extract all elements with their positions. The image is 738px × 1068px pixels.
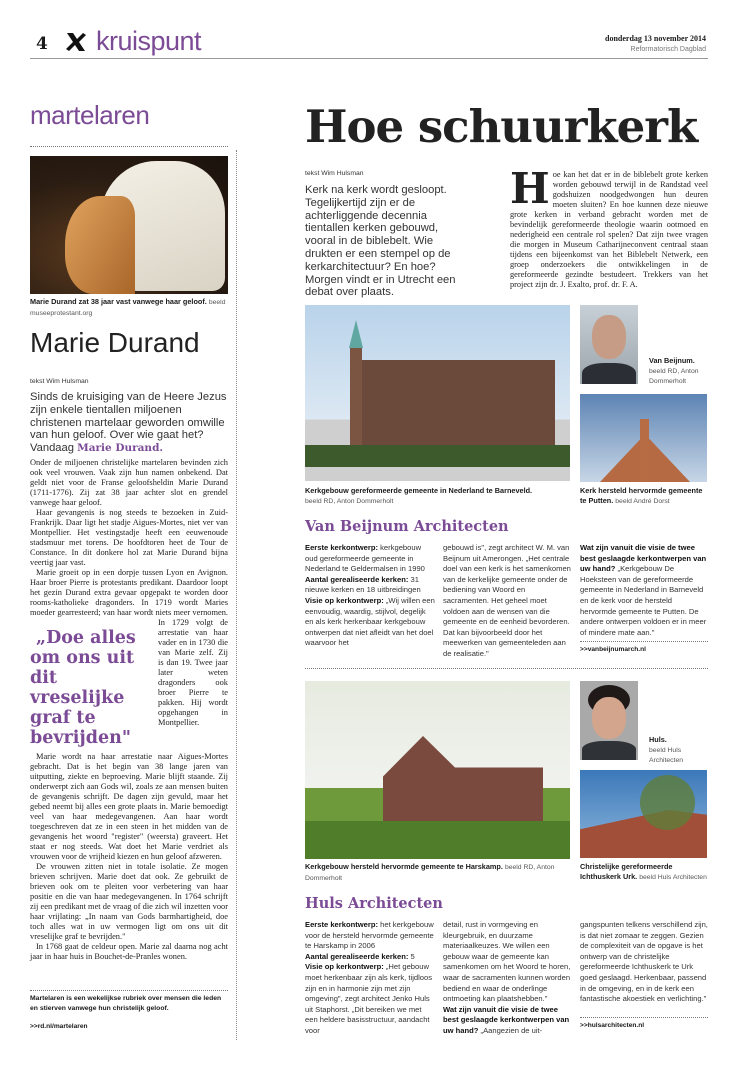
huls-col-2: detail, rust in vormgeving en kleurgebruik, en duurzame materiaalkeuzes. We willen een gebouw waar de gemeente kan samenkomen om het Woord te horen, waar de sacramenten kunnen worden bediend en waar de onderlinge ontmoeting kan plaatshebben." Wat zijn vanuit die visie de twee best geslaagde kerkontwerpen van uw hand? „Aangezien de uit- [443,920,571,1035]
huls-link-divider [580,1017,708,1018]
photo-huls [580,681,638,760]
section-divider [305,668,708,669]
article-lead: Hoe kan het dat er in de biblebelt grote kerken worden gebouwd terwijl in de Randstad veel godshuizen noodgedwongen hun deuren moeten sluiten? En hoe kunnen deze nieuwe grote kerken in verband gebracht worden met de bevindelijk gereformeerde theologie waarin ootmoed en nederigheid een centrale rol spelen? Dat zijn twee vragen die morgen in Museum Catharijneconvent centraal staan tijdens een bijeenkomst van het Biblebelt Netwerk, een groep onderzoekers die ontwikkelingen in de gereformeerde gezindte bestudeert. Trekkers van het project zijn dr. J. Exalto, prof. dr. F. A. [510,164,708,289]
drop-cap: H [510,164,550,213]
photo-van-beijnum [580,305,638,384]
page-number: 4 [36,34,48,54]
article-body: Onder de miljoenen christelijke martelaren bevinden zich ook veel vrouwen. Vaak zijn hun namen onbekend. Dat geldt niet voor de Franse geloofsheldin Marie Durand (1711-1776). Zij zat 38 jaar achter slot en grendel vanwege haar geloof. Haar gevangenis is nog steeds te bezoeken in Zuid-Frankrijk. Daar ligt het stadje Aigues-Mortes, niet ver van Montpellier. Het vestingstadje heeft een eeuwenoude stadsmuur met torens. De hoofdtoren heet de Tour de Constance. In dit donkere hol zat Marie Durand bijna veertig jaar vast. Marie groeit op in een dorpje tussen Lyon en Avignon. Haar broer Pierre is protestants predikant. Daardoor loopt het gezin Durand extra gevaar opgepakt te worden door rooms-katholieke dragonders. In 1719 wordt Maries moeder gearresteerd; van haar „Doe alles om ons uit dit vreselijke graf te bevrijden" wordt niets meer vernomen. In 1729 volgt de arrestatie van haar vader en in 1730 die van Marie zelf. Zij is dan 19. Twee jaar later weten dragonders ook broer Pierre te pakken. Hij wordt opgehangen in Montpellier. Marie wordt na haar arrestatie naar Aigues-Mortes gebracht. Dat is het begin van 38 lange jaren van uitputting, ziekte en beproeving. Marie blijft staande. Zij onderwerpt zich aan Gods wil, zoals ze aan mensen buiten de gevangenis schrijft. De dagen zijn gevuld, maar het gebed neemt bij alles een grote plaats in. Marie bemoedigt veel van haar medegevangenen. Aan haar wordt toegeschreven dat ze in een steen in het midden van de gevangenis het woord "register" (weersta) graveert. Het staat er nog steeds. Wat doet het Marie verdriet als vrouwen voor de vrijheid kiezen en hun geloof afzweren. De vrouwen zitten niet in totale isolatie. Ze mogen brieven schrijven. Marie doet dat ook. Ze gebruikt de brieven ook om te pleiten voor verbetering van haar positie en die van haar medegevangenen. In 1764 schrijft zij een predikant met de vraag of die zich wil inzetten voor haar vrijlating: „In naam van Gods barmhartigheid, doe toch alles wat in uw vermogen ligt om ons uit dit vreselijke graf te bevrijden." In 1768 gaat de celdeur open. Marie zal daarna nog acht jaar in haar huis in Bouchet-de-Pranles wonen. [30,458,229,961]
article-title: Marie Durand [30,327,200,358]
van-beijnum-caption: Van Beijnum. beeld RD, Anton Dommerholt [649,356,699,385]
van-beijnum-col-3: Wat zijn vanuit die visie de twee best geslaagde kerkontwerpen van uw hand? „Kerkgebouw De Hoeksteen van de gereformeerde gemeente in Nederland in Barneveld en de kerk voor de hersteld hervormde gemeente te Putten. De andere ontwerpen voldoen er in meer of mindere mate aan." [580,543,707,637]
putten-caption: Kerk hersteld hervormde gemeente te Putten. beeld André Dorst [580,486,703,505]
marie-durand-portrait [30,156,228,294]
harskamp-caption: Kerkgebouw hersteld hervormde gemeente te Harskamp. beeld RD, Anton Dommerholt [305,862,555,882]
photo-barneveld-church [305,305,570,481]
header-divider [30,58,708,59]
rubric-title: martelaren [30,100,150,130]
pullquote: „Doe alles om ons uit dit vreselijke graf te bevrijden" [30,628,136,748]
link-divider [580,641,708,642]
van-beijnum-col-1: Eerste kerkontwerp: kerkgebouw oud gereformeerde gemeente in Nederland te Geldermalsen in 1990 Aantal gerealiseerde kerken: 31 nieuwe kerken en 18 uitbreidingen Visie op kerkontwerp: „Wij willen een eenvoudig, waardig, stijlvol, degelijk en als kerk herkenbaar kerkgebouw ontwerpen dat niet afleidt van het doel waarvoor het [305,543,435,648]
rubric-divider [30,146,228,147]
van-beijnum-link[interactable]: >>vanbeijnumarch.nl [580,646,646,653]
byline: tekst Wim Hulsman [30,378,89,385]
barneveld-caption: Kerkgebouw gereformeerde gemeente in Nederland te Barneveld. beeld RD, Anton Dommerholt [305,486,533,505]
cross-logo-icon [64,30,88,54]
van-beijnum-title: Van Beijnum Architecten [305,518,509,535]
huls-link[interactable]: >>hulsarchitecten.nl [580,1022,645,1029]
newspaper-name: Reformatorisch Dagblad [630,46,706,53]
column-divider [236,150,237,1040]
portrait-caption: Marie Durand zat 38 jaar vast vanwege haar geloof. beeld museeprotestant.org [30,297,226,317]
huls-col-3: gangspunten telkens verschillend zijn, is dat niet zomaar te zeggen. Gezien de complexiteit van de opgave is het ontwerp van de christelijke gereformeerde Ichthuskerk te Urk goed geslaagd. Herkenbaar, passend in de omgeving, en in de kerk een fantastische akoestiek en verlichting." [580,920,708,1004]
photo-putten-church [580,394,707,482]
photo-urk-church [580,770,707,858]
van-beijnum-col-2: gebouwd is", zegt architect W. M. van Beijnum uit Amerongen. „Het centrale doel van een kerk is het samenkomen van de kerkelijke gemeente onder de bediening van Woord en sacramenten. Het geheel moet voldoen aan de wensen van die gemeente en de eenheid bevorderen. Dat kan bijvoorbeeld door het meewerken van gemeenteleden aan de realisatie." [443,543,571,658]
section-title: kruispunt [96,26,202,56]
huls-col-1: Eerste kerkontwerp: het kerkgebouw voor de hersteld hervormde gemeente te Harskamp in 2006 Aantal gerealiseerde kerken: 5 Visie op kerkontwerp: „Het gebouw moet herkenbaar zijn als kerk, tijdloos zijn en in harmonie zijn met zijn omgeving", zegt architect Jenko Huls uit Staphorst. „Dit bereiken we met een heldere basisstructuur, aandacht voor [305,920,434,1035]
intro: Sinds de kruisiging van de Heere Jezus zijn enkele tientallen miljoenen christenen martelaar geworden omwille van hun geloof. Over wie gaat het? Vandaag Marie Durand. [30,391,227,455]
headline: Hoe schuurkerk [305,100,698,153]
photo-harskamp-church [305,681,570,859]
issue-date: donderdag 13 november 2014 [605,34,706,43]
martelaren-link[interactable]: >>rd.nl/martelaren [30,1023,88,1030]
huls-title: Huls Architecten [305,895,443,912]
urk-caption: Christelijke gereformeerde Ichthuskerk Urk. beeld Huls Architecten [580,862,707,881]
article-byline: tekst Wim Hulsman [305,170,364,177]
footnote: Martelaren is een wekelijkse rubriek over mensen die leden en stierven vanwege hun christelijk geloof. [30,995,222,1012]
footnote-divider [30,990,228,991]
article-intro: Kerk na kerk wordt gesloopt. Tegelijkertijd zijn er de achterliggende decennia tientallen kerken gebouwd, vooral in de biblebelt. Wie drukten er een stempel op de kerkarchitectuur? En hoe? Morgen vindt er in Utrecht een debat over plaats. [305,184,456,299]
huls-caption: Huls. beeld Huls Architecten [649,735,684,764]
